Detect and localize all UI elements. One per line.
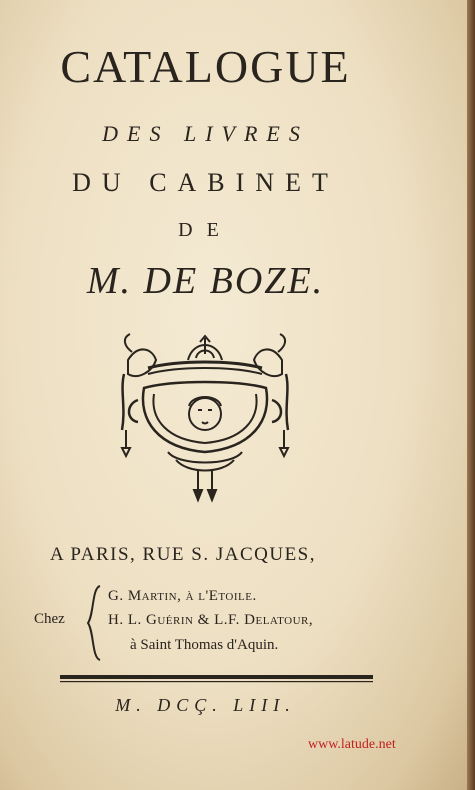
- cartouche-ornament-icon: [118, 330, 292, 506]
- publication-date: M. DCÇ. LIII.: [115, 695, 296, 715]
- imprint-address: A PARIS, RUE S. JACQUES,: [50, 544, 317, 565]
- watermark-text: www.latude.net: [308, 737, 396, 752]
- double-rule: [60, 675, 373, 683]
- left-brace-icon: [86, 584, 102, 662]
- title-author: M. DE BOZE.: [86, 260, 325, 302]
- title-du-cabinet: DU CABINET: [72, 168, 339, 197]
- title-des-livres: DES LIVRES: [102, 121, 309, 146]
- title-de: DE: [178, 219, 233, 241]
- imprint-publisher-1: G. Martin, à l'Etoile.: [108, 588, 257, 604]
- page-edge: [467, 0, 475, 790]
- imprint-publisher-2: H. L. Guérin & L.F. Delatour,: [108, 612, 314, 628]
- imprint-chez: Chez: [34, 611, 65, 627]
- title-catalogue: CATALOGUE: [60, 41, 351, 92]
- imprint-publisher-3: à Saint Thomas d'Aquin.: [130, 637, 279, 653]
